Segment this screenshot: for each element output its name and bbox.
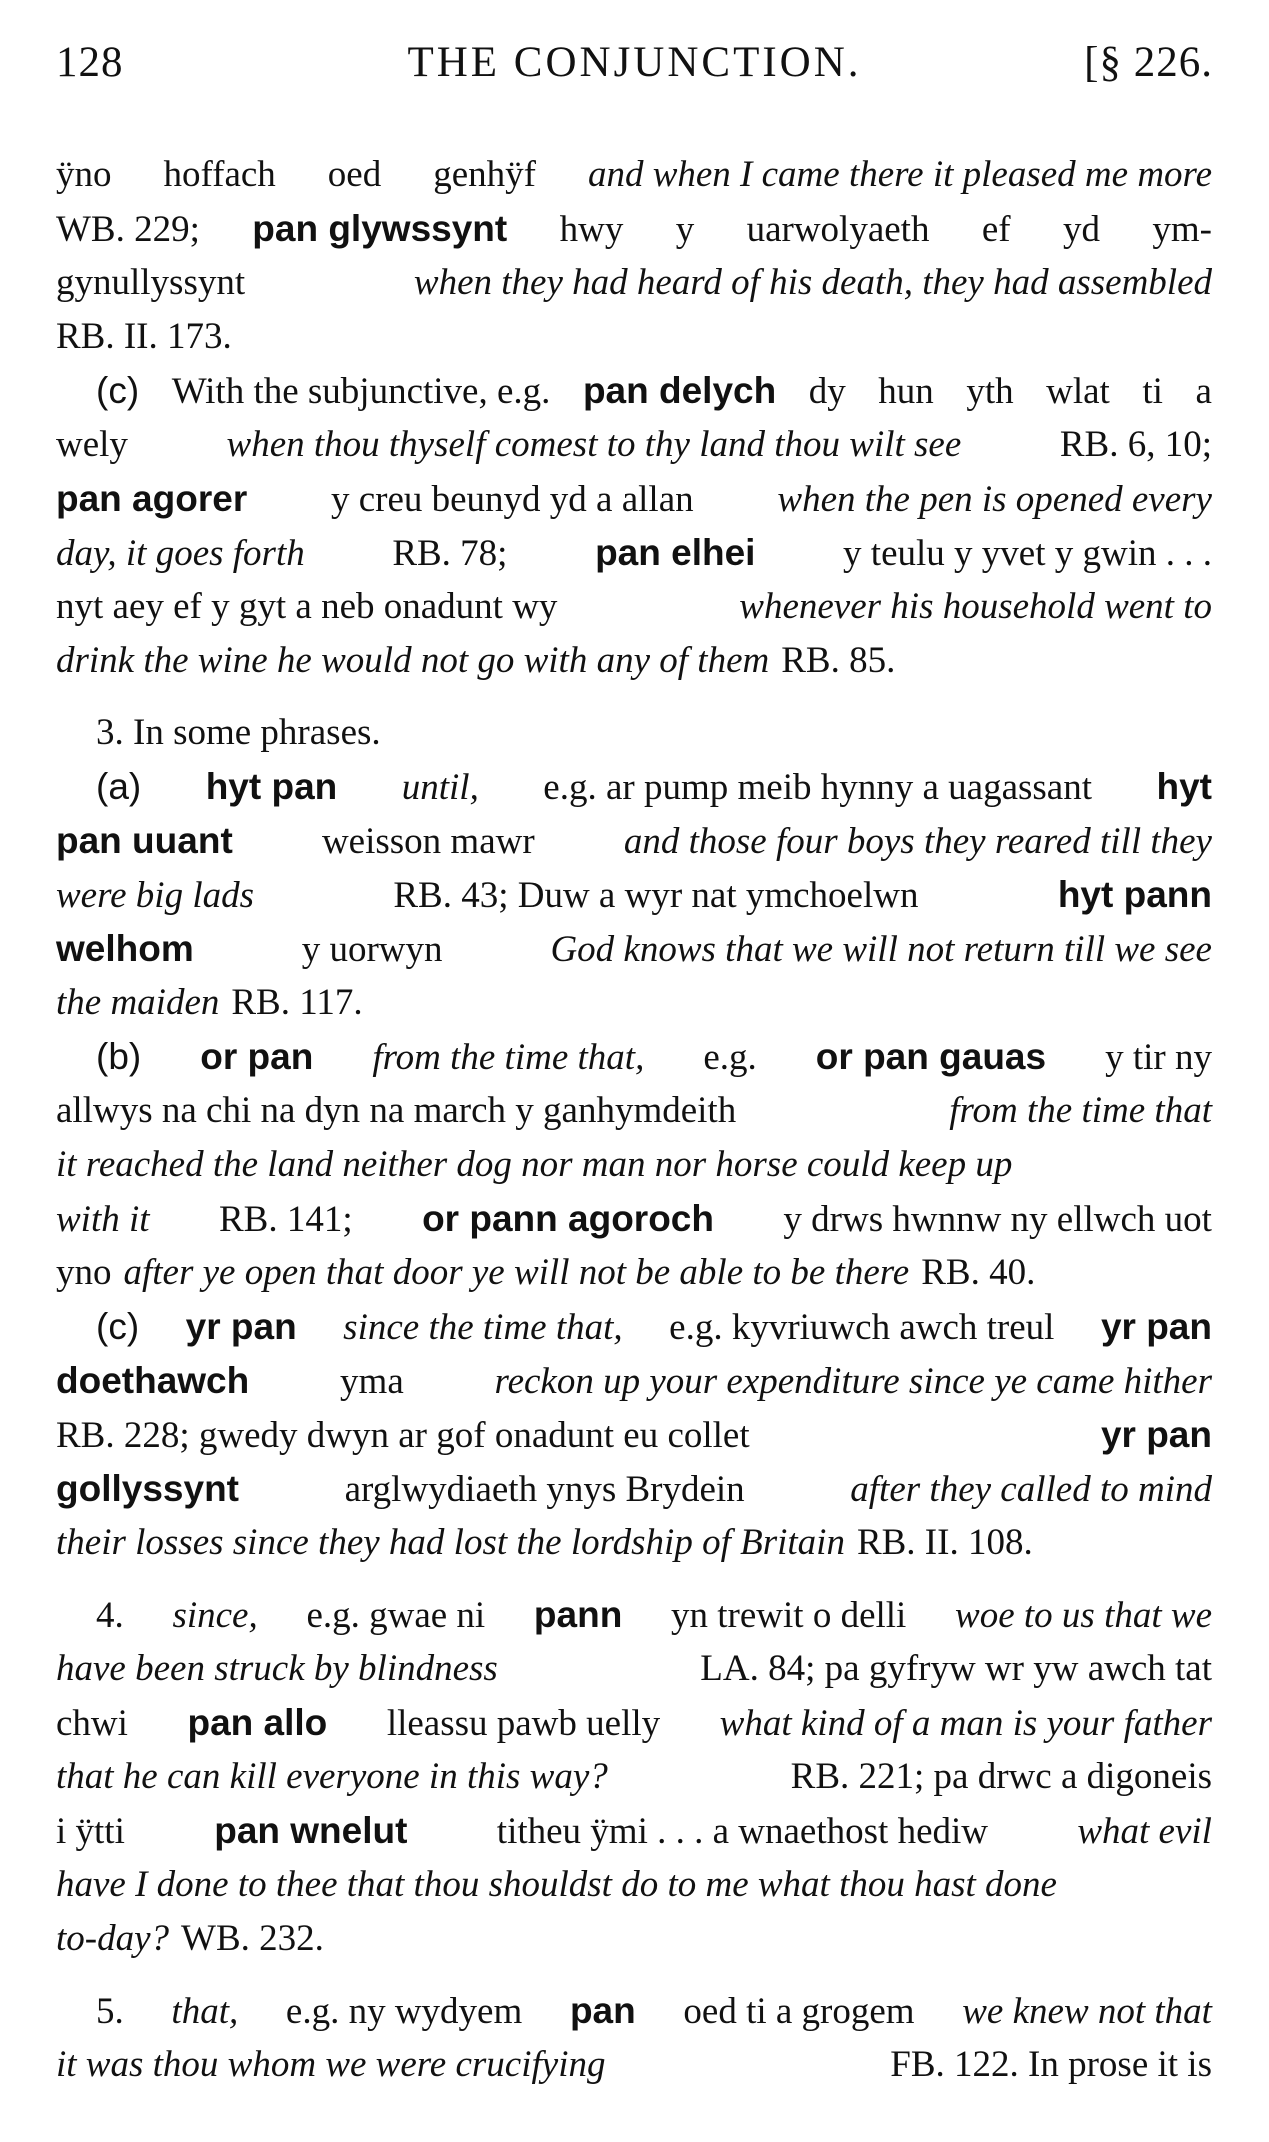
translation-text: until,: [401, 767, 479, 808]
body-text: i ÿtti: [56, 1811, 125, 1852]
body-text: chwi: [56, 1703, 128, 1744]
text-line: [56, 1912, 1212, 1966]
text-line: [56, 1192, 1212, 1246]
welsh-keyword: or pann agoroch: [422, 1198, 714, 1239]
welsh-keyword: pann: [533, 1594, 623, 1635]
body-text: arglwydiaeth ynys Brydein: [344, 1469, 745, 1510]
welsh-keyword: or pan gauas: [815, 1036, 1047, 1077]
text-line: [56, 2038, 1212, 2092]
body-text: hun: [878, 371, 934, 412]
body-text: RB. 78;: [392, 533, 508, 574]
body-text: oed: [327, 154, 382, 195]
body-text: RB. 85.: [781, 640, 896, 681]
body-text: ÿno: [56, 154, 112, 195]
text-line: [56, 472, 1212, 526]
text-line: [56, 310, 1212, 364]
running-header: [56, 38, 1213, 98]
welsh-keyword: or pan: [200, 1036, 314, 1077]
text-line: [56, 1408, 1212, 1462]
body-text: e.g. gwae ni: [306, 1595, 486, 1636]
body-text: y tir ny: [1105, 1037, 1212, 1078]
body-text: WB. 232.: [181, 1918, 324, 1959]
translation-text: have I done to thee that thou shouldst do to me what thou hast done: [56, 1864, 1057, 1905]
body-text: genhÿf: [433, 154, 536, 195]
body-text: titheu ÿmi . . . a wnaethost hediw: [496, 1811, 988, 1852]
body-text: LA. 84; pa gyfryw wr yw awch tat: [700, 1648, 1212, 1689]
body-text: uarwolyaeth: [746, 209, 930, 250]
body-text: With the subjunctive, e.g.: [171, 371, 551, 412]
text-line: [56, 1750, 1212, 1804]
body-text: hoffach: [163, 154, 276, 195]
translation-text: the maiden: [56, 982, 220, 1023]
section-number: [§ 226.: [1084, 39, 1213, 86]
text-line: [56, 1084, 1212, 1138]
text-line: [56, 148, 1212, 202]
text-line: [56, 1984, 1212, 2038]
body-text: RB. 228; gwedy dwyn ar gof onadunt eu collet: [56, 1415, 750, 1456]
welsh-keyword: gollyssynt: [56, 1468, 239, 1509]
translation-text: when the pen is opened every: [777, 479, 1212, 520]
body-text: y teulu y yvet y gwin . . .: [843, 533, 1212, 574]
text-line: [56, 580, 1212, 634]
page-body: [56, 148, 1212, 2092]
translation-text: from the time that: [949, 1090, 1212, 1131]
paragraph-gap: [56, 1570, 1212, 1588]
translation-text: were big lads: [56, 875, 255, 916]
translation-text: it reached the land neither dog nor man nor horse could keep up: [56, 1144, 1013, 1185]
translation-text: to-day?: [56, 1918, 170, 1959]
text-line: [56, 202, 1212, 256]
welsh-keyword: pan wnelut: [214, 1810, 408, 1851]
welsh-keyword: yr pan: [185, 1306, 297, 1347]
body-text: ti: [1142, 371, 1163, 412]
page-title: THE CONJUNCTION.: [407, 39, 862, 86]
text-line: [56, 1858, 1212, 1912]
body-text: dy: [808, 371, 846, 412]
body-text: ef: [981, 209, 1011, 250]
translation-text: after ye open that door ye will not be able to be there: [123, 1252, 910, 1293]
welsh-keyword: pan glywssynt: [252, 208, 508, 249]
welsh-keyword: pan allo: [187, 1702, 328, 1743]
text-line: [56, 1804, 1212, 1858]
welsh-keyword: welhom: [56, 928, 194, 969]
body-text: FB. 122. In prose it is: [890, 2044, 1212, 2085]
body-text: hwy: [559, 209, 624, 250]
welsh-keyword: pan uuant: [56, 820, 233, 861]
body-text: y drws hwnnw ny ellwch uot: [783, 1199, 1212, 1240]
translation-text: it was thou whom we were crucifying: [56, 2044, 606, 2085]
welsh-keyword: pan elhei: [595, 532, 756, 573]
body-text: yd: [1062, 209, 1100, 250]
body-text: allwys na chi na dyn na march y ganhymdeith: [56, 1090, 737, 1131]
translation-text: that he can kill everyone in this way?: [56, 1756, 608, 1797]
text-line: [56, 1462, 1212, 1516]
welsh-keyword: pan agorer: [56, 478, 248, 519]
body-text: yma: [340, 1361, 404, 1402]
body-text: yno: [56, 1252, 112, 1293]
body-text: e.g.: [703, 1037, 757, 1078]
body-text: RB. II. 173.: [56, 316, 232, 357]
translation-text: when they had heard of his death, they had assembled: [413, 262, 1212, 303]
translation-text: after they called to mind: [850, 1469, 1212, 1510]
translation-text: God knows that we will not return till we see: [550, 929, 1212, 970]
text-line: [56, 418, 1212, 472]
body-text: e.g. ny wydyem: [285, 1991, 523, 2032]
page-number: 128: [56, 39, 124, 86]
text-line: [56, 1354, 1212, 1408]
welsh-keyword: yr pan: [1100, 1306, 1212, 1347]
text-line: [56, 1030, 1212, 1084]
body-text: wely: [56, 424, 128, 465]
text-line: [56, 1300, 1212, 1354]
body-text: e.g. kyvriuwch awch treul: [669, 1307, 1055, 1348]
body-text: WB. 229;: [56, 209, 200, 250]
translation-text: woe to us that we: [955, 1595, 1212, 1636]
body-text: 4.: [96, 1595, 124, 1636]
body-text: RB. 43; Duw a wyr nat ymchoelwn: [393, 875, 919, 916]
body-text: y uorwyn: [301, 929, 443, 970]
subsection-label: (c): [96, 1306, 140, 1347]
text-line: [56, 1642, 1212, 1696]
welsh-keyword: pan: [569, 1990, 636, 2031]
body-text: RB. 221; pa drwc a digoneis: [790, 1756, 1212, 1797]
translation-text: reckon up your expenditure since ye came hither: [494, 1361, 1212, 1402]
body-text: RB. 40.: [921, 1252, 1036, 1293]
subsection-label: (b): [96, 1036, 142, 1077]
translation-text: we knew not that: [962, 1991, 1212, 2032]
translation-text: what kind of a man is your father: [719, 1703, 1212, 1744]
body-text: wlat: [1046, 371, 1110, 412]
translation-text: that,: [171, 1991, 239, 2032]
body-text: RB. 141;: [219, 1199, 353, 1240]
text-line: [56, 976, 1212, 1030]
translation-text: from the time that,: [372, 1037, 645, 1078]
translation-text: whenever his household went to: [739, 586, 1212, 627]
body-text: gynullyssynt: [56, 262, 246, 303]
translation-text: day, it goes forth: [56, 533, 305, 574]
welsh-keyword: yr pan: [1100, 1414, 1212, 1455]
translation-text: have been struck by blindness: [56, 1648, 498, 1689]
body-text: RB. 6, 10;: [1059, 424, 1212, 465]
text-line: [56, 814, 1212, 868]
paragraph-gap: [56, 1966, 1212, 1984]
body-text: RB. 117.: [231, 982, 363, 1023]
text-line: [56, 760, 1212, 814]
body-text: 5.: [96, 1991, 124, 2032]
subsection-label: (c): [96, 370, 140, 411]
welsh-keyword: hyt pan: [205, 766, 338, 807]
translation-text: what evil: [1077, 1811, 1212, 1852]
welsh-keyword: doethawch: [56, 1360, 250, 1401]
body-text: nyt aey ef y gyt a neb onadunt wy: [56, 586, 558, 627]
text-line: [56, 1516, 1212, 1570]
text-line: [56, 256, 1212, 310]
text-line: [56, 706, 1212, 760]
body-text: e.g. ar pump meib hynny a uagassant: [543, 767, 1092, 808]
body-text: oed ti a grogem: [683, 1991, 915, 2032]
translation-text: and when I came there it pleased me more: [587, 154, 1212, 195]
translation-text: with it: [56, 1199, 150, 1240]
translation-text: and those four boys they reared till they: [623, 821, 1212, 862]
translation-text: drink the wine he would not go with any of them: [56, 640, 770, 681]
body-text: 3. In some phrases.: [96, 712, 381, 753]
body-text: weisson mawr: [321, 821, 535, 862]
body-text: yth: [966, 371, 1014, 412]
welsh-keyword: pan delych: [582, 370, 777, 411]
body-text: y creu beunyd yd a allan: [330, 479, 694, 520]
text-line: [56, 364, 1212, 418]
body-text: lleassu pawb uelly: [386, 1703, 661, 1744]
translation-text: since,: [172, 1595, 258, 1636]
text-line: [56, 922, 1212, 976]
text-line: [56, 1138, 1212, 1192]
translation-text: since the time that,: [343, 1307, 623, 1348]
body-text: RB. II. 108.: [856, 1522, 1033, 1563]
welsh-keyword: hyt: [1156, 766, 1212, 807]
translation-text: when thou thyself comest to thy land thou wilt see: [226, 424, 962, 465]
text-line: [56, 526, 1212, 580]
body-text: yn trewit o delli: [671, 1595, 907, 1636]
body-text: ym-: [1152, 209, 1212, 250]
text-line: [56, 1246, 1212, 1300]
text-line: [56, 1696, 1212, 1750]
text-line: [56, 634, 1212, 688]
translation-text: their losses since they had lost the lordship of Britain: [56, 1522, 845, 1563]
text-line: [56, 868, 1212, 922]
welsh-keyword: hyt pann: [1057, 874, 1212, 915]
text-line: [56, 1588, 1212, 1642]
subsection-label: (a): [96, 766, 142, 807]
paragraph-gap: [56, 688, 1212, 706]
body-text: a: [1195, 371, 1212, 412]
body-text: y: [675, 209, 695, 250]
